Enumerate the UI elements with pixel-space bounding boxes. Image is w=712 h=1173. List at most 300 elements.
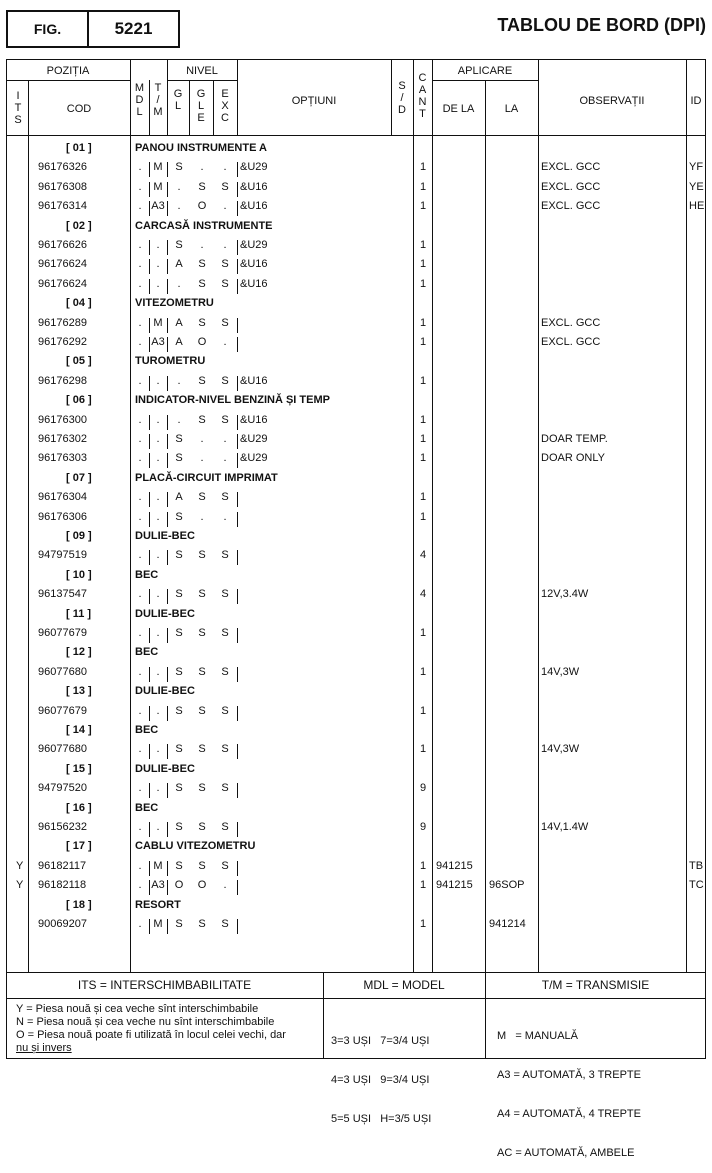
section-title: INDICATOR-NIVEL BENZINĂ ȘI TEMP xyxy=(135,394,330,407)
cell-id: TC xyxy=(689,879,704,892)
cell-cod: 96077679 xyxy=(38,704,87,717)
cell-separator xyxy=(237,201,238,216)
cell-cant: 9 xyxy=(419,821,427,833)
cell-cant: 1 xyxy=(419,627,427,639)
cell-gle: S xyxy=(198,180,206,193)
cell-mdl: . xyxy=(138,491,142,504)
cell-gle: S xyxy=(198,277,206,290)
legend-mdl-list xyxy=(331,1009,431,1139)
cell-opt: &U16 xyxy=(240,258,268,271)
cell-separator xyxy=(237,162,238,177)
header-cant: C A N T xyxy=(418,72,427,120)
section-position: [ 18 ] xyxy=(66,898,92,911)
cell-tm: . xyxy=(156,374,160,387)
cell-obs: EXCL. GCC xyxy=(541,180,601,193)
cell-gl: O xyxy=(174,879,184,892)
cell-exc: S xyxy=(221,627,229,639)
header-sd: S / D xyxy=(398,80,406,116)
legend-mdl-line: 3=3 UȘI 7=3/4 UȘI xyxy=(331,1035,430,1047)
cell-cod: 96182117 xyxy=(38,859,87,872)
cell-dela: 941215 xyxy=(436,859,473,872)
cell-exc: . xyxy=(223,239,227,251)
cell-gle: S xyxy=(198,588,206,601)
cell-cod: 96176292 xyxy=(38,336,87,348)
cell-gle: S xyxy=(198,316,206,329)
cell-gl: A xyxy=(175,258,183,271)
header-gl: G L xyxy=(173,88,183,112)
cell-opt: &U29 xyxy=(240,452,268,465)
cell-cod: 96176298 xyxy=(38,374,87,387)
header-optiuni: OPȚIUNI xyxy=(291,95,337,107)
col-line-obs xyxy=(686,59,687,972)
cell-exc: . xyxy=(223,510,227,523)
cell-gl: S xyxy=(175,859,183,872)
section-title: PANOU INSTRUMENTE A xyxy=(135,142,267,154)
cell-exc: S xyxy=(221,665,229,678)
legend-tm-title: T/M = TRANSMISIE xyxy=(541,978,650,992)
cell-cant: 1 xyxy=(419,277,427,290)
cell-mdl: . xyxy=(138,180,142,193)
section-title: CARCASĂ INSTRUMENTE xyxy=(135,219,273,232)
cell-cod: 96176302 xyxy=(38,433,87,445)
cell-obs: DOAR TEMP. xyxy=(541,433,608,445)
section-title: DULIE-BEC xyxy=(135,530,195,542)
section-title: CABLU VITEZOMETRU xyxy=(135,840,256,853)
cell-separator xyxy=(237,240,238,255)
legend-its-line: N = Piesa nouă și cea veche nu sînt interschimbabile xyxy=(16,1016,275,1028)
cell-exc: S xyxy=(221,743,229,756)
cell-tm: . xyxy=(156,588,160,601)
cell-obs: 14V,1.4W xyxy=(541,821,589,833)
legend-header-line xyxy=(6,998,706,999)
cell-exc: S xyxy=(221,258,229,271)
cell-its: Y xyxy=(16,859,24,872)
cell-gle: S xyxy=(198,258,206,271)
cell-id: HE xyxy=(689,200,705,213)
cell-tm: . xyxy=(156,665,160,678)
section-title: BEC xyxy=(135,724,159,736)
cell-exc: S xyxy=(221,859,229,872)
cell-cod: 96156232 xyxy=(38,821,87,833)
cell-cant: 1 xyxy=(419,433,427,445)
cell-cant: 1 xyxy=(419,239,427,251)
cell-separator xyxy=(237,861,238,876)
cell-gl: A xyxy=(175,336,183,348)
cell-exc: S xyxy=(221,277,229,290)
cell-tm: A3 xyxy=(151,200,165,213)
cell-separator xyxy=(237,492,238,507)
cell-obs: 12V,3.4W xyxy=(541,588,589,601)
cell-gl: S xyxy=(175,918,183,930)
legend-tm-line: A4 = AUTOMATĂ, 4 TREPTE xyxy=(497,1108,641,1120)
cell-gl: . xyxy=(177,180,181,193)
cell-tm: . xyxy=(156,704,160,717)
cell-tm: . xyxy=(156,239,160,251)
cell-separator xyxy=(237,706,238,721)
cell-gle: S xyxy=(198,821,206,833)
cell-mdl: . xyxy=(138,277,142,290)
cell-mdl: . xyxy=(138,413,142,426)
col-line-dela xyxy=(485,80,486,972)
section-title: DULIE-BEC xyxy=(135,607,195,620)
cell-tm: A3 xyxy=(151,336,165,348)
cell-tm: . xyxy=(156,452,160,465)
section-title: PLACĂ-CIRCUIT IMPRIMAT xyxy=(135,471,278,484)
cell-cant: 1 xyxy=(419,374,427,387)
cell-mdl: . xyxy=(138,161,142,174)
cell-opt: &U29 xyxy=(240,239,268,251)
section-title: BEC xyxy=(135,646,159,659)
cell-gl: . xyxy=(177,200,181,213)
cell-cod: 96176306 xyxy=(38,510,87,523)
cell-cant: 1 xyxy=(419,452,427,465)
section-position: [ 01 ] xyxy=(66,142,92,154)
cell-opt: &U16 xyxy=(240,413,268,426)
cell-gle: S xyxy=(198,782,206,795)
cell-tm: . xyxy=(156,743,160,756)
cell-tm: M xyxy=(153,859,163,872)
cell-gle: . xyxy=(200,239,204,251)
header-gle: G L E xyxy=(196,88,206,124)
legend-its-line: O = Piesa nouă poate fi utilizată în locul celei vechi, dar xyxy=(16,1029,286,1041)
cell-cant: 1 xyxy=(419,180,427,193)
section-position: [ 16 ] xyxy=(66,801,92,814)
section-position: [ 07 ] xyxy=(66,471,92,484)
cell-cant: 1 xyxy=(419,918,427,930)
section-position: [ 11 ] xyxy=(66,607,92,620)
nivel-underline xyxy=(167,80,237,81)
parts-table xyxy=(6,59,706,1059)
cell-id: YF xyxy=(689,161,704,174)
cell-mdl: . xyxy=(138,782,142,795)
cell-gl: A xyxy=(175,316,183,329)
cell-exc: S xyxy=(221,782,229,795)
header-la: LA xyxy=(504,103,519,115)
section-position: [ 13 ] xyxy=(66,685,92,698)
header-mdl: M D L xyxy=(134,82,145,118)
cell-obs: 14V,3W xyxy=(541,743,580,756)
legend-mdl-line: 5=5 UȘI H=3/5 UȘI xyxy=(331,1113,432,1125)
cell-tm: . xyxy=(156,491,160,504)
cell-separator xyxy=(237,453,238,468)
header-exc: E X C xyxy=(221,88,229,124)
cell-cod: 96176308 xyxy=(38,180,87,193)
cell-gl: S xyxy=(175,452,183,465)
cell-cod: 94797520 xyxy=(38,782,87,795)
cell-cod: 96077680 xyxy=(38,665,87,678)
cell-cant: 1 xyxy=(419,859,427,872)
cell-cant: 1 xyxy=(419,316,427,329)
cell-tm: . xyxy=(156,433,160,445)
col-line-its xyxy=(28,80,29,972)
cell-tm: A3 xyxy=(151,879,165,892)
cell-mdl: . xyxy=(138,743,142,756)
cell-gle: S xyxy=(198,665,206,678)
cell-exc: S xyxy=(221,821,229,833)
cell-tm: M xyxy=(153,316,163,329)
cell-gl: S xyxy=(175,239,183,251)
cell-separator xyxy=(237,589,238,604)
cell-cant: 9 xyxy=(419,782,427,795)
cell-obs: EXCL. GCC xyxy=(541,161,601,174)
section-position: [ 12 ] xyxy=(66,646,92,659)
cell-gl: S xyxy=(175,743,183,756)
cell-mdl: . xyxy=(138,627,142,639)
cell-cod: 96077680 xyxy=(38,743,87,756)
cell-gl: . xyxy=(177,374,181,387)
cell-mdl: . xyxy=(138,665,142,678)
section-title: RESORT xyxy=(135,898,181,911)
cell-separator xyxy=(237,744,238,759)
section-position: [ 05 ] xyxy=(66,355,92,368)
cell-gle: S xyxy=(198,859,206,872)
cell-cod: 96176314 xyxy=(38,200,87,213)
cell-cod: 96176326 xyxy=(38,161,87,174)
section-title: TUROMETRU xyxy=(135,355,206,368)
cell-obs: DOAR ONLY xyxy=(541,452,605,465)
legend-its-list xyxy=(16,1003,286,1055)
header-bottom-line xyxy=(6,135,706,136)
cell-cod: 96077679 xyxy=(38,627,87,639)
figure-label: FIG. xyxy=(33,21,62,37)
col-line-la xyxy=(538,59,539,972)
cell-separator xyxy=(237,512,238,527)
cell-cant: 1 xyxy=(419,743,427,756)
cell-gle: . xyxy=(200,433,204,445)
cell-gle: S xyxy=(198,491,206,504)
section-title: VITEZOMETRU xyxy=(135,297,214,310)
cell-mdl: . xyxy=(138,859,142,872)
cell-gl: . xyxy=(177,277,181,290)
cell-cod: 90069207 xyxy=(38,918,87,930)
cell-mdl: . xyxy=(138,336,142,348)
section-title: DULIE-BEC xyxy=(135,762,195,775)
figure-number: 5221 xyxy=(114,19,153,38)
cell-cant: 1 xyxy=(419,413,427,426)
header-tm: T / M xyxy=(153,82,163,118)
cell-cant: 1 xyxy=(419,336,427,348)
section-position: [ 02 ] xyxy=(66,219,92,232)
cell-cant: 1 xyxy=(419,510,427,523)
cell-opt: &U16 xyxy=(240,200,268,213)
cell-gl: S xyxy=(175,433,183,445)
cell-cod: 96176624 xyxy=(38,258,87,271)
section-position: [ 15 ] xyxy=(66,762,92,775)
cell-cant: 1 xyxy=(419,491,427,504)
cell-obs: 14V,3W xyxy=(541,665,580,678)
cell-tm: . xyxy=(156,821,160,833)
cell-cod: 96176626 xyxy=(38,239,87,251)
cell-separator xyxy=(237,259,238,274)
cell-exc: S xyxy=(221,180,229,193)
cell-exc: S xyxy=(221,704,229,717)
cell-gl: S xyxy=(175,821,183,833)
cell-separator xyxy=(237,182,238,197)
cell-tm: . xyxy=(156,510,160,523)
cell-tm: M xyxy=(153,180,163,193)
cell-opt: &U29 xyxy=(240,433,268,445)
cell-cod: 96176289 xyxy=(38,316,87,329)
cell-cod: 96176300 xyxy=(38,413,87,426)
cell-cod: 94797519 xyxy=(38,549,87,562)
cell-exc: S xyxy=(221,413,229,426)
legend-mdl-line: 4=3 UȘI 9=3/4 UȘI xyxy=(331,1074,430,1086)
cell-cant: 1 xyxy=(419,704,427,717)
cell-gl: S xyxy=(175,161,183,174)
cell-gle: O xyxy=(197,879,207,892)
pozitia-underline xyxy=(6,80,130,81)
legend-tm-line: AC = AUTOMATĂ, AMBELE xyxy=(497,1147,635,1159)
cell-cant: 4 xyxy=(419,588,427,601)
cell-separator xyxy=(237,434,238,449)
cell-cant: 1 xyxy=(419,879,427,892)
header-cod: COD xyxy=(66,103,92,115)
cell-mdl: . xyxy=(138,258,142,271)
cell-separator xyxy=(237,822,238,837)
legend-its-line: nu și invers xyxy=(16,1042,72,1054)
cell-opt: &U16 xyxy=(240,374,268,387)
cell-exc: . xyxy=(223,200,227,213)
cell-gl: A xyxy=(175,491,183,504)
cell-gle: . xyxy=(200,161,204,174)
cell-gle: O xyxy=(197,200,207,213)
cell-exc: . xyxy=(223,161,227,174)
section-position: [ 06 ] xyxy=(66,394,92,407)
legend-tm-line: A3 = AUTOMATĂ, 3 TREPTE xyxy=(497,1069,641,1081)
section-position: [ 09 ] xyxy=(66,530,92,542)
cell-separator xyxy=(237,667,238,682)
cell-gle: S xyxy=(198,704,206,717)
cell-tm: . xyxy=(156,549,160,562)
cell-gle: S xyxy=(198,374,206,387)
cell-exc: . xyxy=(223,452,227,465)
cell-separator xyxy=(237,550,238,565)
legend-its-line: Y = Piesa nouă și cea veche sînt interschimbabile xyxy=(16,1003,259,1015)
cell-mdl: . xyxy=(138,821,142,833)
figure-box xyxy=(6,10,180,48)
cell-cod: 96176303 xyxy=(38,452,87,465)
cell-tm: . xyxy=(156,413,160,426)
cell-exc: S xyxy=(221,588,229,601)
cell-dela: 941215 xyxy=(436,879,473,892)
cell-la: 941214 xyxy=(489,918,526,930)
cell-mdl: . xyxy=(138,588,142,601)
cell-exc: S xyxy=(221,549,229,562)
cell-separator xyxy=(237,628,238,643)
cell-opt: &U29 xyxy=(240,161,268,174)
cell-gl: S xyxy=(175,588,183,601)
cell-separator xyxy=(237,337,238,352)
cell-obs: EXCL. GCC xyxy=(541,336,601,348)
legend-its-title: ITS = INTERSCHIMBABILITATE xyxy=(77,978,252,992)
cell-cant: 1 xyxy=(419,161,427,174)
cell-cant: 1 xyxy=(419,200,427,213)
header-dela: DE LA xyxy=(442,103,475,115)
header-nivel: NIVEL xyxy=(186,65,218,77)
cell-tm: . xyxy=(156,258,160,271)
cell-cant: 1 xyxy=(419,665,427,678)
cell-gl: S xyxy=(175,627,183,639)
cell-gle: S xyxy=(198,549,206,562)
section-title: BEC xyxy=(135,568,159,581)
cell-cod: 96176624 xyxy=(38,277,87,290)
cell-gl: S xyxy=(175,665,183,678)
cell-gle: S xyxy=(198,743,206,756)
cell-obs: EXCL. GCC xyxy=(541,316,601,329)
section-position: [ 10 ] xyxy=(66,568,92,581)
cell-tm: . xyxy=(156,627,160,639)
cell-tm: M xyxy=(153,161,163,174)
header-id: ID xyxy=(690,95,702,107)
cell-separator xyxy=(237,318,238,333)
cell-mdl: . xyxy=(138,704,142,717)
legend-mdl-title: MDL = MODEL xyxy=(363,978,445,992)
cell-tm: M xyxy=(153,918,163,930)
cell-exc: S xyxy=(221,316,229,329)
section-position: [ 17 ] xyxy=(66,840,92,853)
cell-mdl: . xyxy=(138,374,142,387)
cell-id: TB xyxy=(689,859,704,872)
legend-tm-list xyxy=(497,1004,641,1173)
cell-gle: S xyxy=(198,627,206,639)
cell-gle: O xyxy=(197,336,207,348)
cell-gle: S xyxy=(198,413,206,426)
page-title: TABLOU DE BORD (DPI) xyxy=(497,15,706,35)
cell-cant: 1 xyxy=(419,258,427,271)
section-title: BEC xyxy=(135,801,159,814)
cell-tm: . xyxy=(156,277,160,290)
cell-gl: . xyxy=(177,413,181,426)
legend-top-line xyxy=(6,972,706,973)
cell-gl: S xyxy=(175,704,183,717)
cell-opt: &U16 xyxy=(240,277,268,290)
cell-exc: . xyxy=(223,336,227,348)
cell-mdl: . xyxy=(138,433,142,445)
cell-gle: S xyxy=(198,918,206,930)
header-observatii: OBSERVAȚII xyxy=(579,95,645,107)
cell-its: Y xyxy=(16,879,24,892)
cell-separator xyxy=(237,783,238,798)
cell-mdl: . xyxy=(138,549,142,562)
section-position: [ 14 ] xyxy=(66,724,92,736)
cell-exc: S xyxy=(221,918,229,930)
cell-separator xyxy=(237,919,238,934)
section-position: [ 04 ] xyxy=(66,297,92,310)
cell-mdl: . xyxy=(138,316,142,329)
cell-la: 96SOP xyxy=(489,879,525,892)
cell-obs: EXCL. GCC xyxy=(541,200,601,213)
cell-mdl: . xyxy=(138,918,142,930)
cell-cod: 96176304 xyxy=(38,491,87,504)
cell-gle: . xyxy=(200,510,204,523)
header-aplicare: APLICARE xyxy=(457,65,513,77)
header-pozitia: POZIȚIA xyxy=(46,65,90,77)
cell-mdl: . xyxy=(138,879,142,892)
cell-cod: 96182118 xyxy=(38,879,87,892)
legend-tm-line: M = MANUALĂ xyxy=(497,1030,578,1042)
cell-mdl: . xyxy=(138,510,142,523)
cell-exc: . xyxy=(223,433,227,445)
cell-cant: 4 xyxy=(419,549,427,562)
header-its: I T S xyxy=(14,90,22,126)
cell-opt: &U16 xyxy=(240,180,268,193)
cell-mdl: . xyxy=(138,200,142,213)
cell-gle: . xyxy=(200,452,204,465)
cell-separator xyxy=(237,880,238,895)
cell-id: YE xyxy=(689,180,704,193)
cell-separator xyxy=(237,376,238,391)
cell-mdl: . xyxy=(138,452,142,465)
